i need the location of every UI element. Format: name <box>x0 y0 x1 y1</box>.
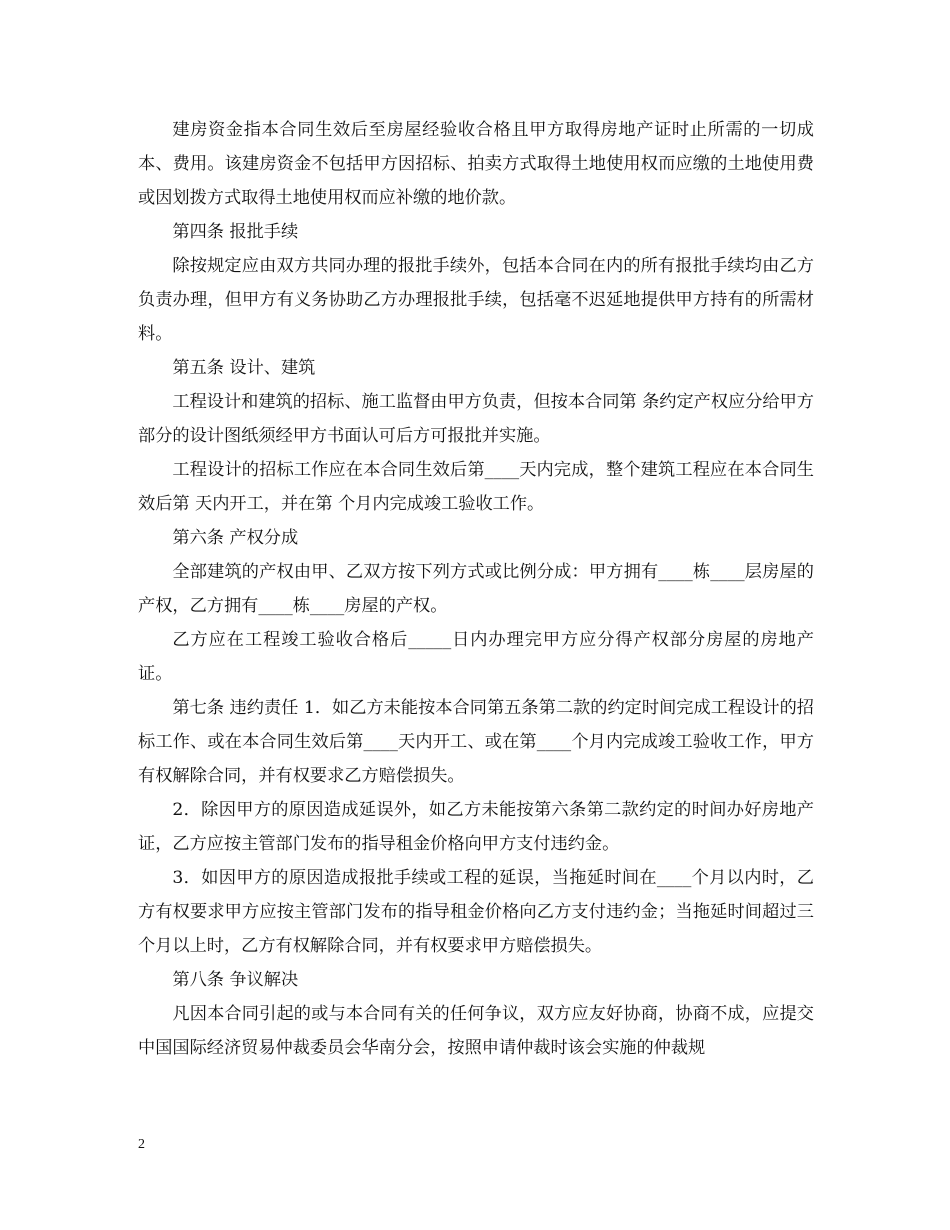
paragraph-construction-funds: 建房资金指本合同生效后至房屋经验收合格且甲方取得房地产证时止所需的一切成本、费用。该建房资金不包括甲方因招标、拍卖方式取得土地使用权而应缴的土地使用费或因划拨方式取得土地使用权而应补缴的地价款。 <box>138 120 814 208</box>
paragraph-design-bidding: 工程设计和建筑的招标、施工监督由甲方负责，但按本合同第 条约定产权应分给甲方部分的设计图纸须经甲方书面认可后方可报批并实施。 <box>138 392 814 446</box>
paragraph-clause-3: 3．如因甲方的原因造成报批手续或工程的延误，当拖延时间在____个月以内时，乙方有权要求甲方应按主管部门发布的指导租金价格向乙方支付违约金；当拖延时间超过三个月以上时，乙方有权解除合同，并有权要求甲方赔偿损失。 <box>138 868 814 956</box>
heading-article-8: 第八条 争议解决 <box>172 970 299 990</box>
paragraph-property-split: 全部建筑的产权由甲、乙双方按下列方式或比例分成：甲方拥有____栋____层房屋的产权，乙方拥有____栋____房屋的产权。 <box>138 562 814 616</box>
heading-article-5: 第五条 设计、建筑 <box>172 358 316 378</box>
document-body <box>138 113 814 1065</box>
heading-article-4: 第四条 报批手续 <box>172 222 299 242</box>
paragraph-dispute-resolution: 凡因本合同引起的或与本合同有关的任何争议，双方应友好协商，协商不成，应提交中国国际经济贸易仲裁委员会华南分会，按照申请仲裁时该会实施的仲裁规 <box>138 1004 814 1058</box>
heading-article-7-clause-1: 第七条 违约责任 1．如乙方未能按本合同第五条第二款的约定时间完成工程设计的招标工作、或在本合同生效后第____天内开工、或在第____个月内完成竣工验收工作，甲方有权解除合同，并有权要求乙方赔偿损失。 <box>138 698 814 786</box>
paragraph-approval-procedures: 除按规定应由双方共同办理的报批手续外，包括本合同在内的所有报批手续均由乙方负责办理，但甲方有义务协助乙方办理报批手续，包括毫不迟延地提供甲方持有的所需材料。 <box>138 256 814 344</box>
heading-article-6: 第六条 产权分成 <box>172 528 299 548</box>
paragraph-property-certificate: 乙方应在工程竣工验收合格后_____日内办理完甲方应分得产权部分房屋的房地产证。 <box>138 630 814 684</box>
page-number: 2 <box>138 1137 145 1152</box>
paragraph-clause-2: 2．除因甲方的原因造成延误外，如乙方未能按第六条第二款约定的时间办好房地产证，乙方应按主管部门发布的指导租金价格向甲方支付违约金。 <box>138 800 814 854</box>
paragraph-design-schedule: 工程设计的招标工作应在本合同生效后第____天内完成，整个建筑工程应在本合同生效后第 天内开工，并在第 个月内完成竣工验收工作。 <box>138 460 814 514</box>
